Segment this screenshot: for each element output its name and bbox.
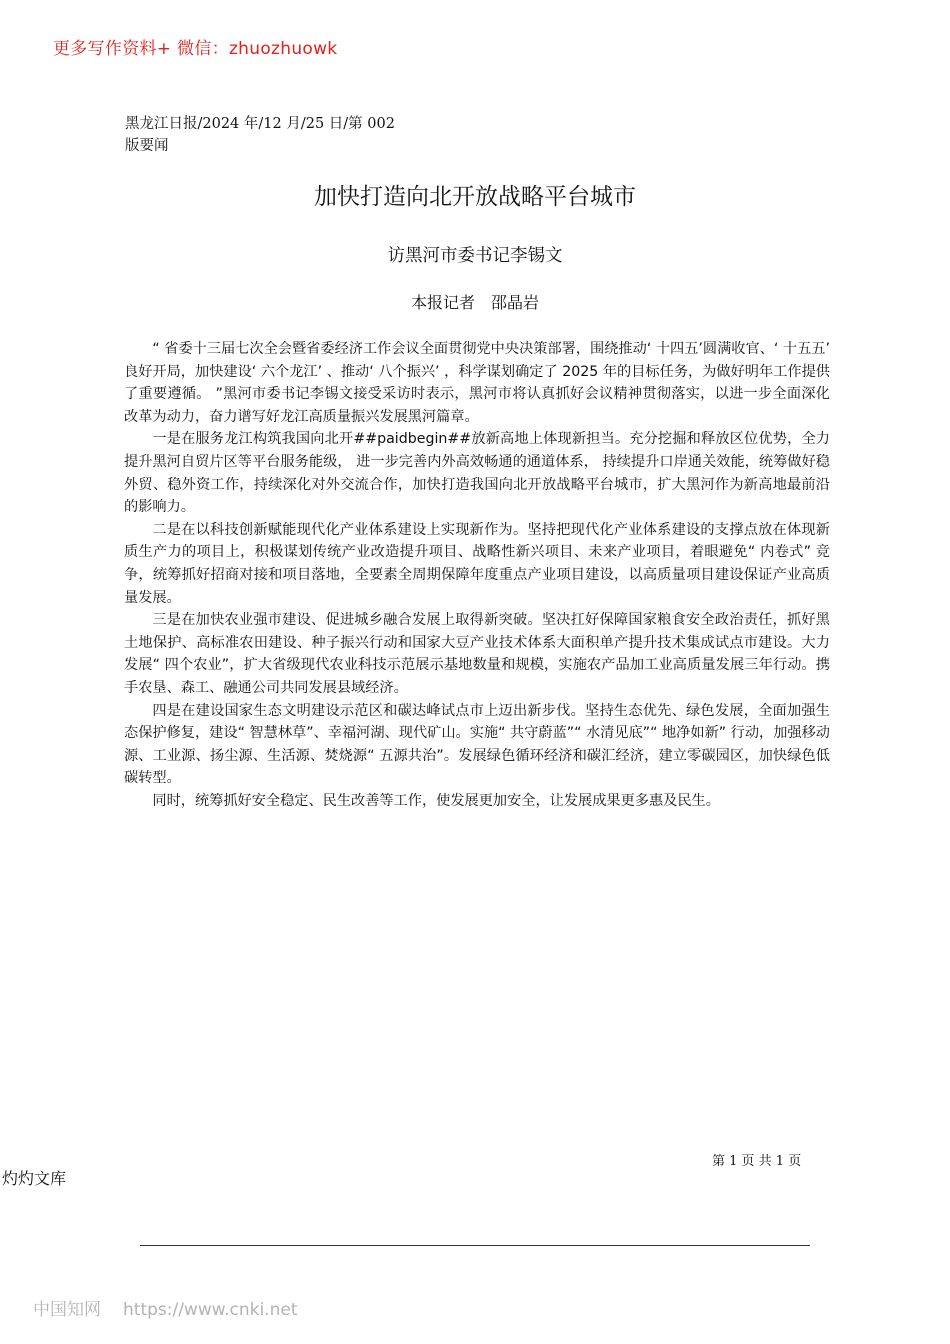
source-line-2: 版要闻 xyxy=(125,138,169,154)
site-url[interactable]: https://www.cnki.net xyxy=(123,1300,298,1320)
paragraph-2: 一是在服务龙江构筑我国向北开##paidbegin##放新高地上体现新担当。充分挖掘和释放区位优势，全力提升黑河自贸片区等平台服务能级， 进一步完善内外高效畅通的通道体系， 持续提升口岸通关效能，统筹做好稳外贸、稳外资工作，持续深化对外交流合作，加快打造我国向北开放战略平台城市，扩大黑河作为新高地最前沿的影响力。 xyxy=(124,431,830,516)
site-name: 中国知网 xyxy=(33,1300,101,1320)
paragraph-3: 二是在以科技创新赋能现代化产业体系建设上实现新作为。坚持把现代化产业体系建设的支撑点放在体现新质生产力的项目上，积极谋划传统产业改造提升项目、战略性新兴项目、未来产业项目，着眼避免“ 内卷式” 竞争，统筹抓好招商对接和项目落地，全要素全周期保障年度重点产业项目建设，以高质量项目建设保证产业高质量发展。 xyxy=(124,521,830,606)
footer-site xyxy=(33,1295,297,1320)
article-byline: 本报记者 邵晶岩 xyxy=(410,293,539,312)
paragraph-5: 四是在建设国家生态文明建设示范区和碳达峰试点市上迈出新步伐。坚持生态优先、绿色发展，全面加强生态保护修复，建设“ 智慧林草”、幸福河湖、现代矿山。实施“ 共守蔚蓝”“ 水清见底”“ 地净如新” 行动，加强移动源、工业源、扬尘源、生活源、焚烧源“ 五源共治”。发展绿色循环经济和碳汇经济，建立零碳园区，加快绿色低碳转型。 xyxy=(124,702,830,787)
paragraph-4: 三是在加快农业强市建设、促进城乡融合发展上取得新突破。坚决扛好保障国家粮食安全政治责任，抓好黑土地保护、高标准农田建设、种子振兴行动和国家大豆产业技术体系大面积单产提升技术集成试点市建设。大力发展“ 四个农业”，扩大省级现代农业科技示范展示基地数量和规模，实施农产品加工业高质量发展三年行动。携手农垦、森工、融通公司共同发展县域经济。 xyxy=(124,612,830,696)
article-subtitle: 访黑河市委书记李锡文 xyxy=(387,246,563,266)
paragraph-6: 同时，统筹抓好安全稳定、民生改善等工作，使发展更加安全，让发展成果更多惠及民生。 xyxy=(152,792,720,809)
article-body xyxy=(124,338,830,812)
paragraph-1: “ 省委十三届七次全会暨省委经济工作会议全面贯彻党中央决策部署，围绕推动‘ 十四五’圆满收官、‘ 十五五’ 良好开局，加快建设‘ 六个龙江’ 、推动‘ 八个振兴’ ，科学谋划确定了 2025 年的目标任务，为做好明年工作提供了重要遵循。 ”黑河市委书记李锡文接受采访时表示，黑河市将认真抓好会议精神贯彻落实，以进一步全面深化改革为动力，奋力谱写好龙江高质量振兴发展黑河篇章。 xyxy=(124,341,830,425)
article-title: 加快打造向北开放战略平台城市 xyxy=(314,184,636,210)
source-line-1: 黑龙江日报/2024 年/12 月/25 日/第 002 xyxy=(125,116,395,132)
library-watermark: 灼灼文库 xyxy=(2,1169,67,1188)
footer-divider xyxy=(140,1245,810,1246)
source-citation xyxy=(125,113,395,157)
promo-banner[interactable]: 更多写作资料+ 微信：zhuozhuowk xyxy=(53,39,338,59)
page-number: 第 1 页 共 1 页 xyxy=(712,1154,802,1169)
